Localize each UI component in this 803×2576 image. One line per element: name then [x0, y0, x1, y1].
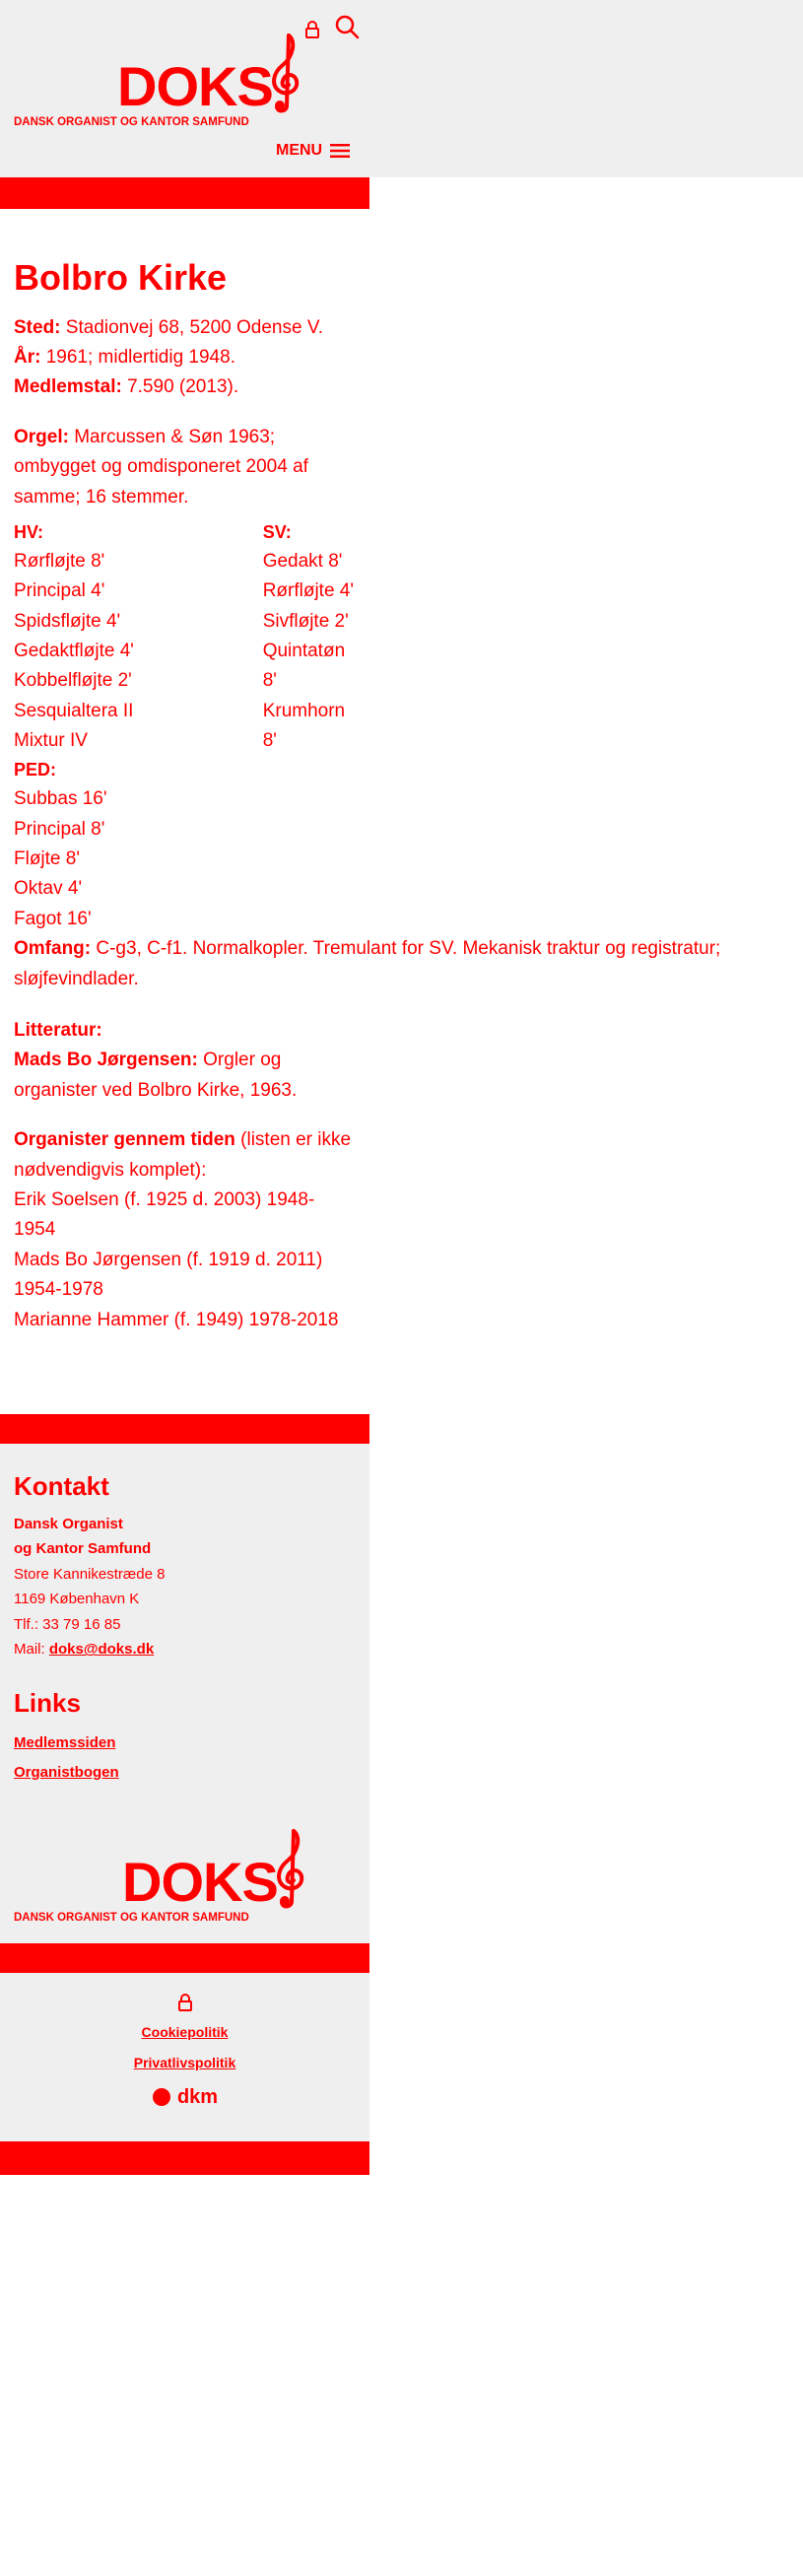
register-item: Mixtur IV [14, 730, 88, 752]
logo-subtitle: DANSK ORGANIST OG KANTOR SAMFUND [14, 1911, 249, 1924]
header-icons [334, 14, 360, 39]
register-item: Principal 8' [14, 818, 105, 840]
sv-column [263, 518, 356, 934]
orgel-line: Orgel: Marcussen & Søn 1963; ombygget og omdisponeret 2004 af samme; 16 stemmer. [14, 426, 308, 508]
dkm-logo[interactable] [152, 2086, 218, 2109]
org-name-line-1: Dansk Organist [14, 1515, 123, 1532]
site-header [0, 0, 803, 177]
register-item: Rørfløjte 4' [262, 580, 355, 602]
phone: Tlf.: 33 79 16 85 [14, 1615, 121, 1633]
register-item: Gedaktfløjte 4' [14, 640, 134, 661]
treble-clef-icon [263, 32, 308, 114]
page-title: Bolbro Kirke [14, 257, 228, 298]
ped-label: PED: [14, 760, 57, 780]
register-item: Oktav 4' [14, 878, 83, 900]
register-item: Fagot 16' [14, 908, 92, 929]
links-title: Links [14, 1687, 81, 1718]
header-red-bar [0, 177, 369, 209]
aar-line: År: 1961; midlertidig 1948. [14, 346, 235, 368]
kontakt-info [14, 1512, 356, 1662]
litteratur-entry: Mads Bo Jørgensen: Orgler og organister ved Bolbro Kirke, 1963. [14, 1050, 298, 1101]
mail-label: Mail: [14, 1641, 49, 1659]
hv-column [14, 518, 263, 934]
address-line-2: 1169 København K [14, 1591, 140, 1608]
org-name-line-2: og Kantor Samfund [14, 1540, 152, 1558]
menu-button[interactable] [276, 142, 350, 160]
register-item: Sivfløjte 2' [262, 610, 349, 632]
register-item: Quintatøn 8' [262, 640, 346, 692]
register-item: Principal 4' [14, 580, 105, 602]
organister-heading: Organister gennem tiden (listen er ikke nødvendigvis komplet): [14, 1129, 352, 1181]
cookie-policy-link[interactable]: Cookiepolitik [141, 2023, 229, 2040]
register-item: Kobbelfløjte 2' [14, 670, 132, 692]
sv-label: SV: [262, 521, 292, 542]
hamburger-icon [330, 144, 350, 158]
hv-label: HV: [14, 521, 44, 542]
organistbogen-link[interactable]: Organistbogen [14, 1763, 119, 1781]
litteratur-label: Litteratur: [14, 1020, 102, 1041]
footer-red-bar [0, 1414, 369, 1444]
menu-label: MENU [276, 142, 323, 159]
logo-doks-text: DOKS [117, 55, 273, 117]
registers-table [14, 518, 356, 934]
register-item: Subbas 16' [14, 788, 107, 810]
logo-subtitle: DANSK ORGANIST OG KANTOR SAMFUND [14, 116, 249, 128]
sted-line: Sted: Stadionvej 68, 5200 Odense V. [14, 316, 324, 338]
register-item: Rørfløjte 8' [14, 550, 105, 572]
logo-doks-text: DOKS [122, 1850, 278, 1913]
register-item: Sesquialtera II [14, 700, 134, 721]
register-item: Gedakt 8' [262, 550, 343, 572]
final-red-bar [0, 2141, 369, 2175]
medlemssiden-link[interactable]: Medlemssiden [14, 1733, 116, 1751]
main-content [0, 209, 721, 1335]
dkm-circle-icon [152, 2087, 171, 2107]
lock-icon[interactable] [304, 20, 320, 39]
site-footer [0, 1444, 369, 1943]
list-item: Mads Bo Jørgensen (f. 1919 d. 2011) 1954-1978 [14, 1249, 323, 1301]
list-item: Marianne Hammer (f. 1949) 1978-2018 [14, 1309, 339, 1330]
site-logo[interactable] [14, 32, 373, 128]
privacy-policy-link[interactable]: Privatlivspolitik [133, 2054, 236, 2070]
organister-section [14, 1125, 356, 1335]
dkm-text: dkm [176, 2085, 219, 2108]
mail-link[interactable]: doks@doks.dk [48, 1641, 155, 1659]
register-item: Spidsfløjte 4' [14, 610, 121, 632]
register-item: Fløjte 8' [14, 848, 80, 870]
bottom-links [0, 1973, 369, 2141]
search-icon[interactable] [334, 14, 360, 39]
address-line-1: Store Kannikestræde 8 [14, 1565, 166, 1583]
treble-clef-icon [268, 1827, 313, 1910]
bottom-red-bar [0, 1943, 369, 1973]
footer-logo[interactable] [14, 1827, 356, 1924]
register-item: Krumhorn 8' [262, 700, 346, 752]
omfang-line: Omfang: C-g3, C-f1. Normalkopler. Tremulant for SV. Mekanisk traktur og registratur; sløjfevindlader. [14, 938, 721, 989]
litteratur-section [14, 1016, 356, 1106]
medlemstal-line: Medlemstal: 7.590 (2013). [14, 376, 239, 398]
lock-icon [177, 1993, 193, 2012]
kontakt-title: Kontakt [14, 1470, 109, 1501]
list-item: Erik Soelsen (f. 1925 d. 2003) 1948-1954 [14, 1188, 315, 1241]
